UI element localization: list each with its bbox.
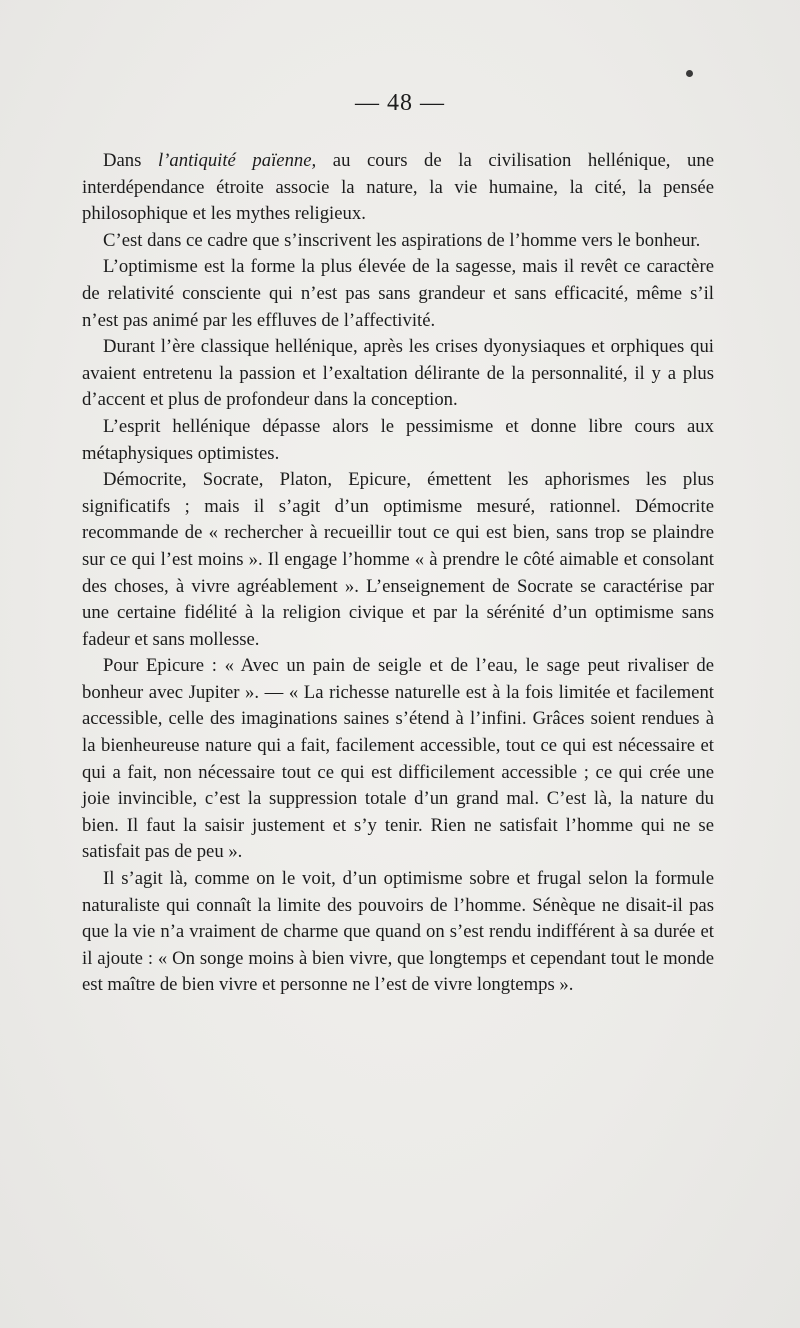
paragraph: Démocrite, Socrate, Platon, Epicure, émettent les aphorismes les plus significatifs ; mais il s’agit d’un optimisme mesuré, rationnel. Démocrite recommande de « rechercher à recueillir tout ce qui est bien, sans trop se plaindre sur ce qui l’est moins ». Il engage l’homme « à prendre le côté aimable et consolant des choses, à vivre agréablement ». L’enseignement de Socrate se caractérise par une certaine fidélité à la religion civique et par la sérénité d’un optimisme sans fadeur et sans mollesse. — [82, 469, 714, 650]
paragraph: Durant l’ère classique hellénique, après les crises dyonysiaques et orphiques qui avaient entretenu la passion et l’exaltation délirante de la personnalité, il y a plus d’accent et plus de profondeur dans la conception. — [82, 336, 714, 411]
page-number: — 48 — — [355, 90, 445, 116]
paragraph: Pour Epicure : « Avec un pain de seigle et de l’eau, le sage peut rivaliser de bonheur avec Jupiter ». — « La richesse naturelle est à la fois limitée et facilement accessible, celle des imaginations saines s’étend à l’infini. Grâces soient rendues à la bienheureuse nature qui a fait, facilement accessible, tout ce qui est nécessaire et qui a fait, non nécessaire tout ce qui est difficilement accessible ; ce qui crée une joie invincible, c’est la suppression totale d’un grand mal. C’est là, la nature du bien. Il faut la saisir justement et s’y tenir. Rien ne satisfait l’homme qui ne se satisfait pas de peu ». — [82, 655, 714, 863]
paragraph: L’optimisme est la forme la plus élevée de la sagesse, mais il revêt ce caractère de relativité consciente qui n’est pas sans grandeur et sans efficacité, même s’il n’est pas animé par les effluves de l’affectivité. — [82, 256, 714, 331]
body-text — [82, 148, 714, 999]
paragraph-lead: Dans — [103, 150, 158, 171]
ink-speck — [686, 70, 693, 77]
paragraph-text: au cours de la civilisation hellénique, une interdépendance étroite associe la nature, la vie humaine, la cité, la pensée philosophique et les mythes religieux. — [82, 150, 714, 225]
emphasized-phrase: l’antiquité païenne, — [157, 150, 317, 171]
paragraph — [82, 148, 714, 228]
paragraph: L’esprit hellénique dépasse alors le pessimisme et donne libre cours aux métaphysiques optimistes. — [82, 415, 714, 464]
paragraph: Il s’agit là, comme on le voit, d’un optimisme sobre et frugal selon la formule naturaliste qui connaît la limite des pouvoirs de l’homme. Sénèque ne disait-il pas que la vie n’a vraiment de charme que quand on s’est rendu indifférent à sa durée et il ajoute : « On songe moins à bien vivre, que longtemps et cependant tout le monde est maître de bien vivre et personne ne l’est de vivre longtemps ». — [82, 868, 714, 996]
paragraph: C’est dans ce cadre que s’inscrivent les aspirations de l’homme vers le bonheur. — [103, 229, 701, 251]
